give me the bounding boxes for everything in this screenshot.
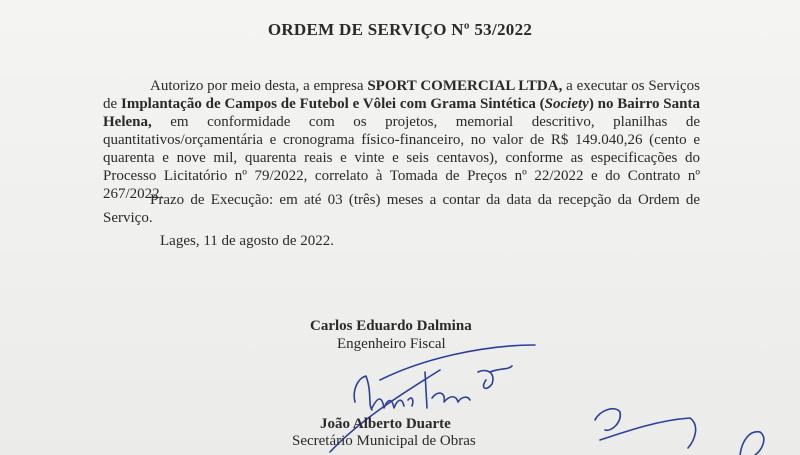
p1-middle: a executar os Serviços de [103,78,701,112]
deadline-text: Prazo de Execução: em até 03 (três) meses a contar da data da recepção da Ordem de Serviço. [103,192,700,226]
p1-intro: Autorizo por meio desta, a empresa [150,78,368,94]
ink-stroke [595,409,620,431]
signer-2-role: Secretário Municipal de Obras [292,433,476,449]
ink-stroke [478,371,493,389]
ink-stroke [600,418,696,448]
ink-stroke [372,399,404,408]
signer-2-name: João Alberto Duarte [320,416,451,432]
signer-1-name: Carlos Eduardo Dalmina [310,318,472,334]
signer-1-role: Engenheiro Fiscal [337,336,446,352]
ink-stroke [425,372,427,408]
service-end: ) no Bairro Santa Helena, [103,96,700,130]
service-italic: Society [544,96,589,112]
service-text: Implantação de Campos de Futebol e Vôlei com Grama Sintética ( [120,96,545,112]
ink-stroke [490,366,512,372]
ink-stroke [354,376,372,410]
document-title: ORDEM DE SERVIÇO Nº 53/2022 [267,20,533,39]
body-paragraph-2 [103,191,700,227]
ink-stroke [408,398,413,406]
body-paragraph-1 [103,77,700,203]
ink-stroke [740,432,764,455]
company-name: SPORT COMERCIAL LTDA, [367,78,563,94]
document-date: Lages, 11 de agosto de 2022. [160,233,334,249]
ink-stroke [432,393,470,402]
p1-rest: em conformidade com os projetos, memorial descritivo, planilhas de quantitativos/orçamentária e cronograma físico-financeiro, no valor de R$ 149.040,26 (cento e quarenta e nove mil, quarenta reais e vinte e seis centavos), conforme as especificações do Processo Licitatório nº 79/2022, correlato à Tomada de Preços nº 22/2022 e do Contrato nº 267/2022. [103,114,700,202]
